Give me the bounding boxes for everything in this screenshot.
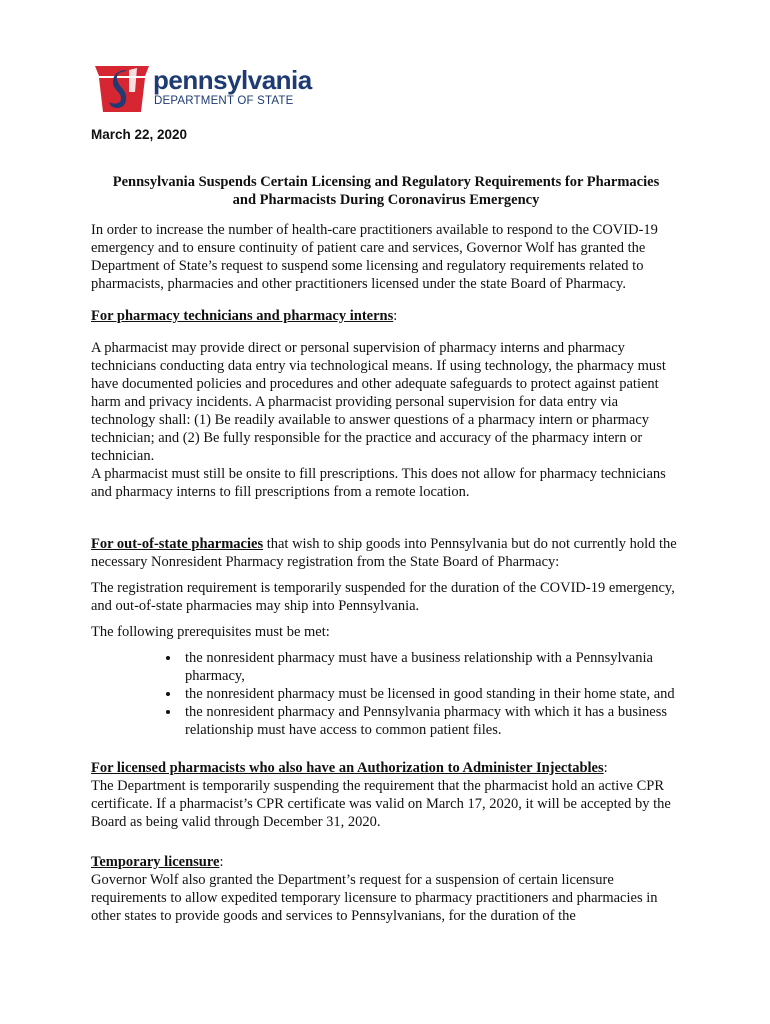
document-body xyxy=(91,126,681,925)
section2-lead: that wish to ship goods into Pennsylvania but do not currently hold the necessary Nonresident Pharmacy registration from the State Board of Pharmacy: xyxy=(91,536,677,570)
section3-heading: For licensed pharmacists who also have an Authorization to Administer Injectables xyxy=(91,760,604,776)
list-item: • the nonresident pharmacy must be licensed in good standing in their home state, and xyxy=(181,685,681,703)
section4-paragraph-1: Governor Wolf also granted the Department’s request for a suspension of certain licensure requirements to allow expedited temporary licensure to pharmacy practitioners and pharmacies in other states to provide goods and services to Pennsylvanians, for the duration of the xyxy=(91,872,658,924)
section4-heading: Temporary licensure xyxy=(91,854,220,870)
section4-heading-line: Temporary licensure: xyxy=(91,854,224,870)
section1-heading: For pharmacy technicians and pharmacy interns xyxy=(91,308,394,324)
logo-wordmark: pennsylvania xyxy=(153,65,312,95)
pa-dos-logo xyxy=(93,62,323,116)
section2-heading: For out-of-state pharmacies xyxy=(91,536,264,552)
section2-paragraph-2: The following prerequisites must be met: xyxy=(91,624,330,640)
document-title xyxy=(91,173,681,209)
list-item: • the nonresident pharmacy must have a business relationship with a Pennsylvania pharmacy, xyxy=(181,649,681,685)
section1-paragraph-2: A pharmacist must still be onsite to fill prescriptions. This does not allow for pharmacy technicians and pharmacy interns to fill prescriptions from a remote location. xyxy=(91,466,666,500)
logo-subtitle: DEPARTMENT OF STATE xyxy=(154,95,294,107)
section1-paragraph-1: A pharmacist may provide direct or personal supervision of pharmacy interns and pharmacy technicians conducting data entry via technological means. If using technology, the pharmacy must have documented policies and procedures and other adequate safeguards to protect against patient harm and privacy incidents. A pharmacist providing personal supervision for data entry via technology shall: (1) Be readily available to answer questions of a pharmacy intern or pharmacy technician; and (2) Be fully responsible for the practice and accuracy of the pharmacy intern or technician. xyxy=(91,340,666,464)
document-date: March 22, 2020 xyxy=(91,127,188,142)
section2-paragraph-1: The registration requirement is temporarily suspended for the duration of the COVID-19 emergency, and out-of-state pharmacies may ship into Pennsylvania. xyxy=(91,580,675,614)
list-item: • the nonresident pharmacy and Pennsylvania pharmacy with which it has a business relationship must have access to common patient files. xyxy=(181,703,681,739)
prerequisites-list xyxy=(91,649,681,739)
intro-paragraph: In order to increase the number of health-care practitioners available to respond to the COVID-19 emergency and to ensure continuity of patient care and services, Governor Wolf has granted the Department of State’s request to suspend some licensing and regulatory requirements related to pharmacists, pharmacies and other practitioners licensed under the state Board of Pharmacy. xyxy=(91,222,658,292)
title-line-1: Pennsylvania Suspends Certain Licensing and Regulatory Requirements for Pharmacies xyxy=(112,174,660,190)
keystone-logo-icon xyxy=(93,62,151,116)
title-line-2: and Pharmacists During Coronavirus Emergency xyxy=(232,192,540,208)
section2-lead-paragraph xyxy=(91,535,681,571)
section3-paragraph-1: The Department is temporarily suspending the requirement that the pharmacist hold an active CPR certificate. If a pharmacist’s CPR certificate was valid on March 17, 2020, it will be accepted by the Board as being valid through December 31, 2020. xyxy=(91,778,671,830)
section3-heading-line: For licensed pharmacists who also have an Authorization to Administer Injectables: xyxy=(91,760,608,776)
section1-heading-line: For pharmacy technicians and pharmacy interns: xyxy=(91,308,398,324)
